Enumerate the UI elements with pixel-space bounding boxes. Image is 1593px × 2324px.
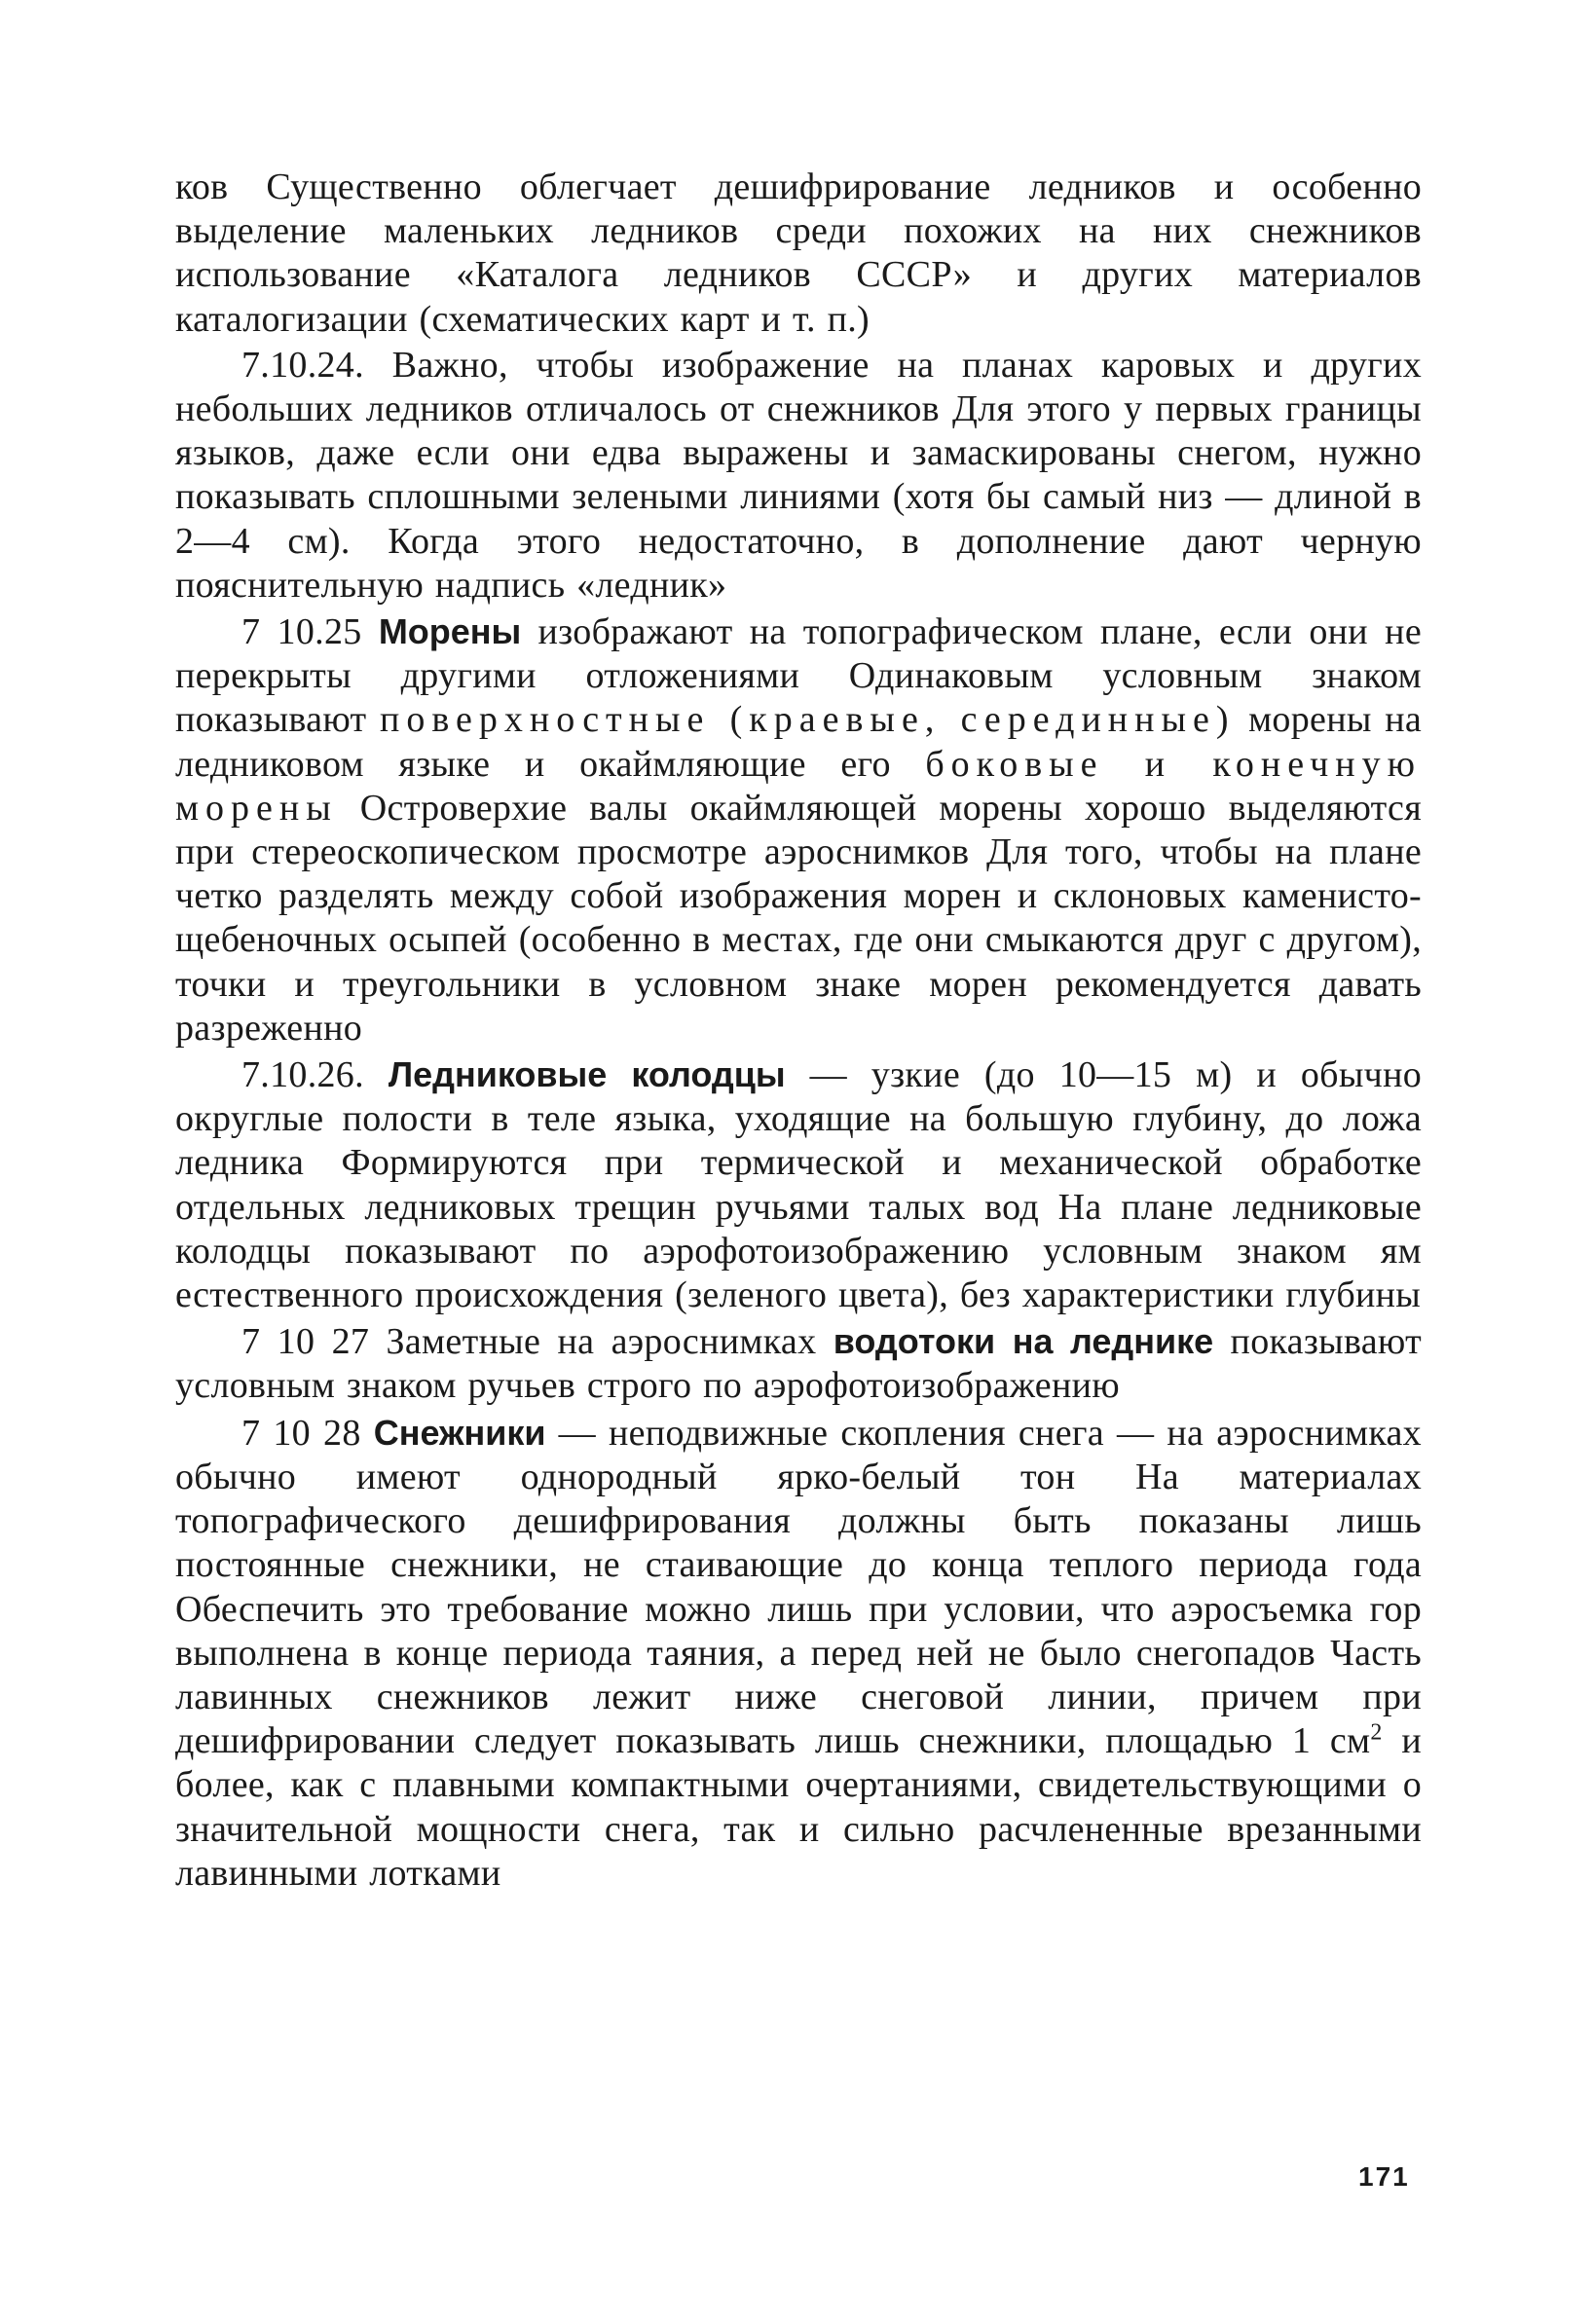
paragraph-text: Заметные на аэроснимках <box>369 1321 834 1363</box>
document-page <box>175 166 1422 2230</box>
paragraph-continuation <box>175 166 1422 342</box>
paragraph-7-10-27 <box>175 1319 1422 1408</box>
paragraph-text: изображают на топографическом плане, если они не перекрыты другими отложениями Одинаковым условным знаком показывают <box>175 611 1422 741</box>
emphasis-spaced: боковые и конечную морены <box>175 743 1423 829</box>
paragraph-7-10-28 <box>175 1411 1422 1896</box>
section-number: 7.10.26. <box>241 1054 364 1096</box>
section-number: 7 10.25 <box>241 611 362 653</box>
paragraph-text: морены на ледниковом языке и окаймляющие его <box>175 699 1423 785</box>
term-glacial-wells: Ледниковые колодцы <box>388 1054 786 1095</box>
paragraph-text: ков Существенно облегчает дешифрирование ледников и особенно выделение маленьких ледников среди похожих на них снежников использование «Каталога ледников СССР» и других материалов каталогизации (схематических карт и т. п.) <box>175 166 1422 340</box>
paragraph-text: и более, как с плавными компактными очертаниями, свидетельствующими о значительной мощности снега, так и сильно расчлененные врезанными лавинными лотками <box>175 1720 1422 1894</box>
section-number: 7 10 27 <box>241 1321 370 1363</box>
term-snowfields: Снежники <box>373 1412 546 1453</box>
paragraph-text: Островерхие валы окаймляющей морены хорошо выделяются при стереоскопическом просмотре аэроснимков Для того, чтобы на плане четко разделять между собой изображения морен и склоновых каменисто-щебеночных осыпей (особенно в местах, где они смыкаются друг с другом), точки и треугольники в условном знаке морен рекомендуется давать разреженно <box>175 787 1422 1049</box>
paragraph-7-10-25 <box>175 609 1422 1051</box>
paragraph-7-10-26 <box>175 1052 1422 1317</box>
paragraph-text: показывают условным знаком ручьев строго по аэрофотоизображению <box>175 1321 1422 1407</box>
paragraph-text: — узкие (до 10—15 м) и обычно округлые полости в теле языка, уходящие на большую глубину, до ложа ледника Формируются при термической и механической обработке отдельных ледниковых трещин ручьями талых вод На плане ледниковые колодцы показывают по аэрофотоизображению условным знаком ям естественного происхождения (зеленого цвета), без характеристики глубины <box>175 1054 1422 1316</box>
term-moraines: Морены <box>378 611 522 652</box>
term-streams-on-glacier: водотоки на леднике <box>833 1321 1214 1362</box>
section-number: 7.10.24. <box>241 344 364 386</box>
superscript-exponent: 2 <box>1370 1719 1383 1746</box>
section-number: 7 10 28 <box>241 1412 361 1454</box>
paragraph-text: — неподвижные скопления снега — на аэроснимках обычно имеют однородный ярко-белый тон На материалах топографического дешифрирования должны быть показаны лишь постоянные снежники, не стаивающие до конца теплого периода года Обеспечить это требование можно лишь при условии, что аэросъемка гор выполнена в конце периода таяния, а перед ней не было снегопадов Часть лавинных снежников лежит ниже снеговой линии, причем при дешифрировании следует показывать лишь снежники, площадью 1 см <box>175 1412 1422 1762</box>
emphasis-spaced: поверхностные (краевые, серединные) <box>379 699 1236 741</box>
paragraph-text: Важно, чтобы изображение на планах каровых и других небольших ледников отличалось от снежников Для этого у первых границы языков, даже если они едва выражены и замаскированы снегом, нужно показывать сплошными зелеными линиями (хотя бы самый низ — длиной в 2—4 см). Когда этого недостаточно, в дополнение дают черную пояснительную надпись «ледник» <box>175 344 1422 606</box>
paragraph-7-10-24 <box>175 344 1422 608</box>
page-number: 171 <box>1358 2161 1410 2192</box>
